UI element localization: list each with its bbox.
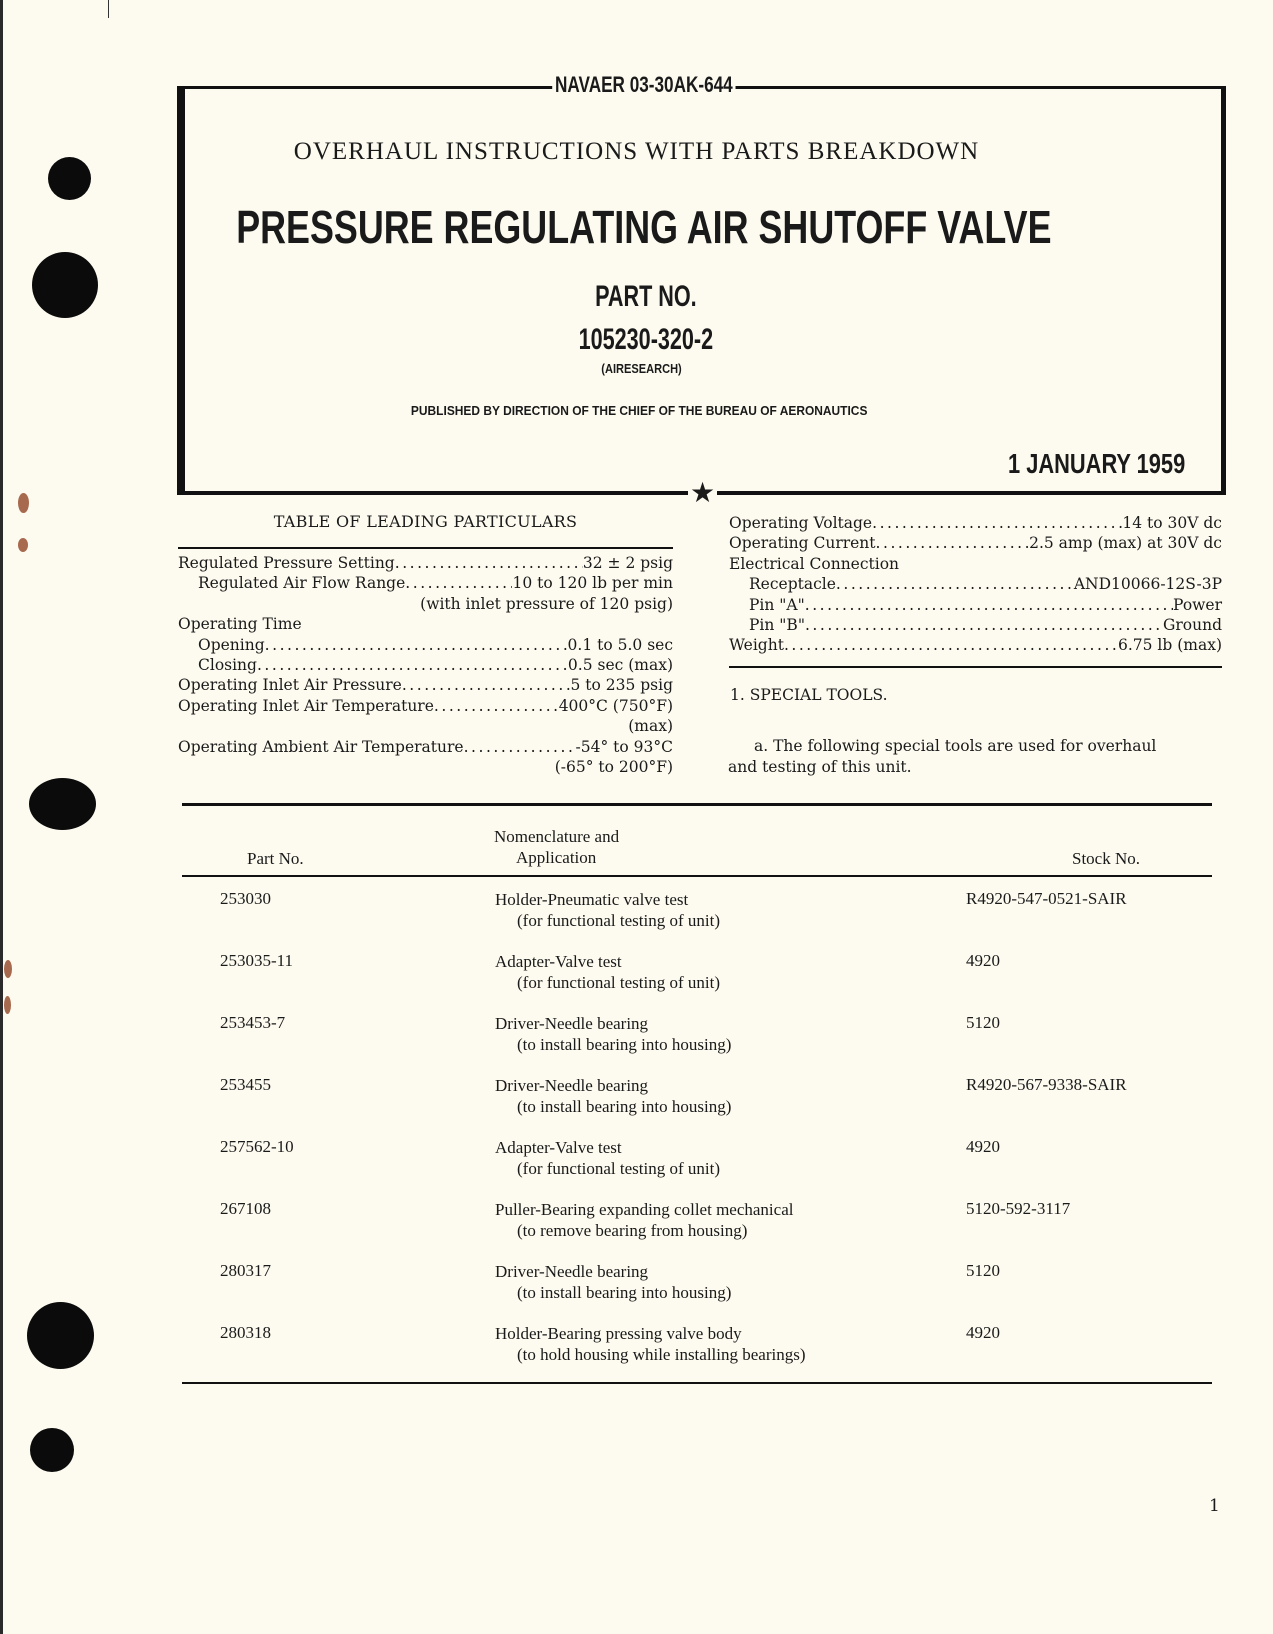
special-tools-paragraph: a. The following special tools are used for overhaul and testing of this unit.	[728, 737, 1157, 776]
particular-row: Closing . . . 0.5 sec (max)	[178, 655, 673, 675]
binding-tick-mark	[108, 0, 109, 18]
punch-hole-3	[29, 778, 96, 830]
document-subtitle: OVERHAUL INSTRUCTIONS WITH PARTS BREAKDOWN	[293, 138, 980, 165]
particular-group-heading: Operating Time	[178, 615, 302, 634]
particular-row: Operating Voltage . . . 14 to 30V dc	[729, 513, 1222, 533]
section-heading-special-tools: 1. SPECIAL TOOLS.	[730, 686, 888, 704]
particular-row: Operating Inlet Air Temperature . . . 400°C (750°F)	[178, 696, 673, 716]
star-icon: ★	[690, 476, 716, 509]
column-header-stock-no: Stock No.	[1072, 849, 1140, 868]
punch-hole-4	[27, 1302, 94, 1369]
table-row: 257562-10 Adapter-Valve test (for functional testing of unit) 4920	[220, 1137, 1000, 1178]
document-title: PRESSURE REGULATING AIR SHUTOFF VALVE	[236, 201, 1052, 253]
page-edge	[0, 0, 3, 1634]
leading-particulars-left	[178, 553, 673, 777]
particular-group-heading: Electrical Connection	[729, 554, 900, 573]
divider	[178, 547, 673, 549]
particular-row: Pin "A" . . . Power	[729, 595, 1222, 615]
table-row: 280318 Holder-Bearing pressing valve body (to hold housing while installing bearings) 4920	[220, 1323, 1000, 1364]
table-bottom-rule	[182, 1382, 1212, 1384]
column-header-part-no: Part No.	[247, 849, 304, 868]
table-row: 253035-11 Adapter-Valve test (for functional testing of unit) 4920	[220, 951, 1000, 992]
table-top-rule	[182, 803, 1212, 806]
punch-hole-5	[30, 1428, 74, 1472]
column-header-nomenclature: Nomenclature and Application	[494, 827, 620, 867]
particular-row: Opening . . . 0.1 to 5.0 sec	[178, 635, 673, 655]
particular-row: Weight . . . 6.75 lb (max)	[729, 635, 1222, 655]
rust-stain	[4, 996, 11, 1014]
particular-row: Pin "B" . . . Ground	[729, 615, 1222, 635]
particular-row-continuation: (-65° to 200°F)	[554, 758, 673, 777]
leading-particulars-right	[729, 513, 1222, 656]
particular-row-continuation: (max)	[628, 717, 673, 736]
document-number: NAVAER 03-30AK-644	[147, 72, 1140, 98]
part-number: 105230-320-2	[578, 323, 714, 356]
rust-stain	[4, 960, 12, 978]
punch-hole-2	[32, 252, 98, 318]
rust-stain	[18, 538, 28, 552]
rust-stain	[18, 493, 29, 513]
part-number-label: PART NO.	[595, 280, 697, 313]
particular-row: Operating Ambient Air Temperature . . . -54° to 93°C	[178, 737, 673, 757]
particular-row: Operating Inlet Air Pressure . . . 5 to 235 psig	[178, 675, 673, 695]
published-by: PUBLISHED BY DIRECTION OF THE CHIEF OF THE BUREAU OF AERONAUTICS	[410, 403, 868, 418]
particular-row: Receptacle . . . AND10066-12S-3P	[729, 574, 1222, 594]
page-number: 1	[1209, 1496, 1220, 1516]
divider	[729, 666, 1222, 668]
table-row: 253030 Holder-Pneumatic valve test (for functional testing of unit) R4920-547-0521-SAIR	[220, 889, 1127, 930]
manufacturer: (AIRESEARCH)	[601, 361, 682, 376]
particular-row-continuation: (with inlet pressure of 120 psig)	[420, 594, 673, 613]
table-row: 280317 Driver-Needle bearing (to install bearing into housing) 5120	[220, 1261, 1000, 1302]
particular-row: Regulated Air Flow Range . . . 10 to 120 lb per min	[178, 573, 673, 593]
particular-row: Operating Current . . . 2.5 amp (max) at 30V dc	[729, 533, 1222, 553]
table-row: 253453-7 Driver-Needle bearing (to install bearing into housing) 5120	[220, 1013, 1000, 1054]
leading-particulars-title: TABLE OF LEADING PARTICULARS	[273, 512, 578, 531]
table-row: 253455 Driver-Needle bearing (to install bearing into housing) R4920-567-9338-SAIR	[220, 1075, 1127, 1116]
issue-date: 1 JANUARY 1959	[1007, 448, 1185, 479]
table-row: 267108 Puller-Bearing expanding collet mechanical (to remove bearing from housing) 5120-592-3117	[220, 1199, 1071, 1240]
particular-row: Regulated Pressure Setting . . . 32 ± 2 psig	[178, 553, 673, 573]
header-rule	[182, 875, 1212, 877]
